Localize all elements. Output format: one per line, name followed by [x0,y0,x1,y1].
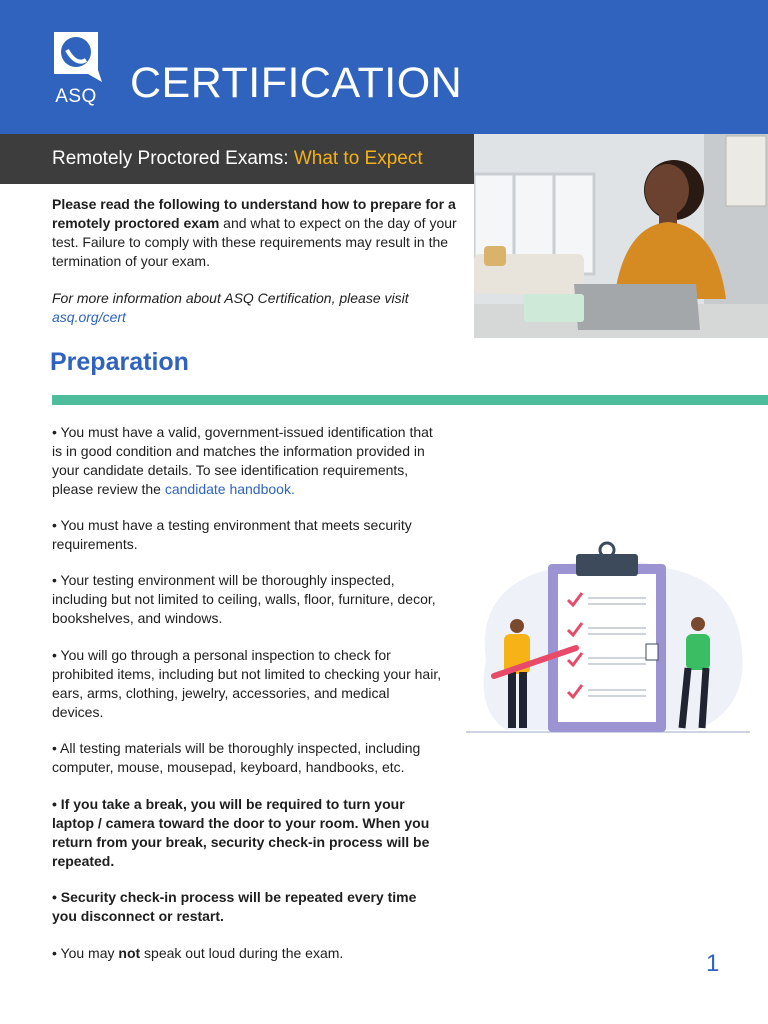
bullet-item: • Security check-in process will be repeated every time you disconnect or restart. [52,889,417,924]
subtitle-band [0,134,474,184]
intro-paragraph [52,195,462,271]
bullet-item: • You will go through a personal inspection to check for prohibited items, including but not limited to checking your hair, ears, arms, clothing, jewelry, accessories, and medical devices. [52,647,442,720]
intro-rest: and what to expect on the day of your test. Failure to comply with these requirements may result in the termination of your exam. [52,215,457,269]
bullet-item: • Your testing environment will be thoroughly inspected, including but not limited to ceiling, walls, floor, furniture, decor, bookshelves, and windows. [52,572,436,626]
bullet-text: speak out loud during the exam. [140,945,344,961]
bullet-item [52,944,442,963]
bullet-emphasis: not [118,945,141,961]
header-band [0,0,768,134]
asq-logo [50,30,102,106]
bullet-text: • You may [52,945,119,961]
asq-q-icon [50,30,102,84]
page-number: 1 [706,950,720,977]
section-title: Preparation [50,348,189,376]
bullet-item: • You must have a testing environment that meets security requirements. [52,517,412,552]
page-title: CERTIFICATION [130,59,463,107]
section-divider [52,395,768,405]
candidate-handbook-link[interactable]: candidate handbook. [164,481,295,497]
bullet-item: • If you take a break, you will be required to turn your laptop / camera toward the door to your room. When you return from your break, security check-in process will be repeated. [52,796,430,869]
intro-bold: Please read the following to understand how to prepare for a remotely proctored exam [52,196,456,231]
checklist-clipboard-illustration [466,540,750,740]
more-info [52,289,462,327]
subtitle-part1: Remotely Proctored Exams: [52,148,289,169]
bullet-text: • You must have a valid, government-issued identification that is in good condition and matches the information provided in your candidate details. To see identification requirements, please review the [52,424,433,497]
subtitle-accent: What to Expect [293,148,423,169]
subtitle [52,148,423,170]
bullet-item: • All testing materials will be thoroughly inspected, including computer, mouse, mousepad, keyboard, handbooks, etc. [52,740,421,775]
asq-cert-link[interactable]: asq.org/cert [52,309,126,325]
bullet-item [52,423,442,499]
more-info-text: For more information about ASQ Certification, please visit [52,290,409,306]
logo-text: ASQ [55,86,97,107]
person-at-laptop-photo [474,134,768,338]
